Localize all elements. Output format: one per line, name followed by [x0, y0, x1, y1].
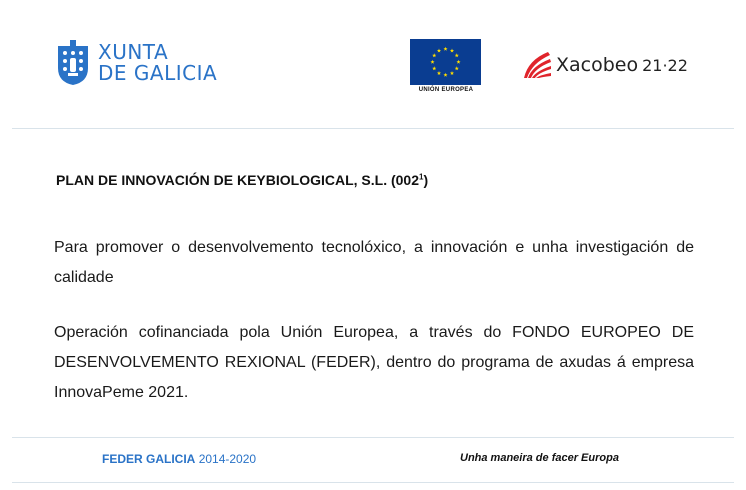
footer-bottom-divider: [12, 482, 734, 483]
paragraph-purpose: Para promover o desenvolvemento tecnolóxico, a innovación e unha investigación de calidade: [54, 239, 694, 286]
xacobeo-year: 21·22: [642, 55, 688, 75]
header-divider: [12, 128, 734, 129]
page-title: [56, 172, 428, 188]
feder-program-years: 2014-2020: [198, 452, 257, 466]
feder-program: [102, 452, 256, 466]
xacobeo-logo: [522, 50, 688, 80]
eu-label: UNIÓN EUROPEA: [418, 87, 474, 93]
eu-logo: [410, 39, 482, 93]
feder-program-name: FEDER GALICIA: [102, 452, 196, 466]
xunta-wordmark: [98, 42, 217, 84]
footer-top-divider: [12, 437, 734, 438]
xacobeo-name: Xacobeo: [556, 54, 639, 76]
xunta-line1: XUNTA: [98, 40, 169, 64]
xunta-line2: DE GALICIA: [98, 61, 218, 85]
eu-flag-icon: [410, 39, 481, 85]
title-footnote-mark: 1: [419, 172, 424, 182]
xacobeo-shell-icon: [522, 50, 552, 80]
feder-slogan: Unha maneira de facer Europa: [460, 452, 619, 464]
header: [0, 0, 746, 128]
title-text: PLAN DE INNOVACIÓN DE KEYBIOLOGICAL, S.L. (002: [56, 172, 420, 188]
xunta-logo: [56, 40, 217, 86]
xunta-crest-icon: [56, 40, 90, 86]
paragraph-cofinancing: Operación cofinanciada pola Unión Europea, a través do FONDO EUROPEO DE DESENVOLVEMENTO REXIONAL (FEDER), dentro do programa de axudas á empresa InnovaPeme 2021.: [54, 324, 694, 401]
title-close: ): [423, 172, 429, 188]
